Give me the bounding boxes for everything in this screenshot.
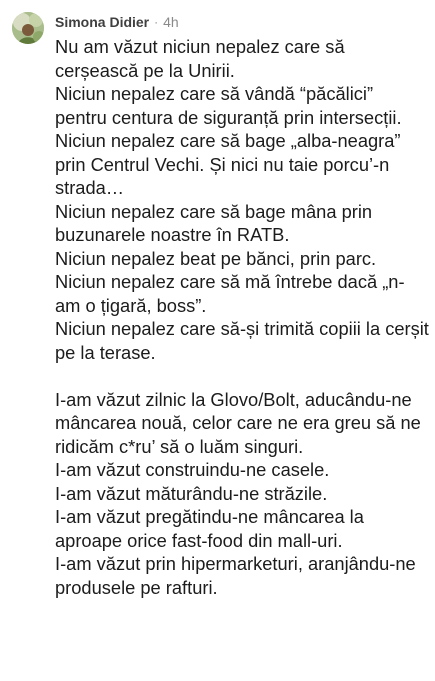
comment-line: Niciun nepalez care să-și trimită copiii la cerșit pe la terase. — [55, 318, 429, 363]
comment-line: Niciun nepalez beat pe bănci, prin parc. — [55, 247, 377, 269]
comment-meta — [55, 13, 179, 31]
comment-line: Niciun nepalez care să bage „alba-neagra” prin Centrul Vechi. Și nici nu taie porcu’-n strada… — [55, 130, 401, 198]
comment-line: I-am văzut pregătindu-ne mâncarea la aproape orice fast-food din mall-uri. — [55, 506, 364, 551]
comment-line: Nu am văzut niciun nepalez care să cerșească pe la Unirii. — [55, 36, 345, 81]
author-name[interactable]: Simona Didier — [55, 14, 150, 30]
comment-line: I-am văzut construindu-ne casele. — [55, 459, 330, 480]
comment-line: Niciun nepalez care să mă întrebe dacă „n-am o țigară, boss”. — [55, 271, 405, 316]
comment-line: I-am văzut măturându-ne străzile. — [55, 482, 328, 504]
comment-line: I-am văzut prin hipermarketuri, aranjându-ne produsele pe rafturi. — [55, 553, 416, 598]
comment-body — [55, 35, 429, 599]
meta-separator: · — [154, 15, 159, 29]
paragraph-gap — [55, 364, 429, 388]
comment-line: Niciun nepalez care să vândă “păcălici” pentru centura de siguranță prin intersecții. — [55, 83, 402, 128]
comment-line: I-am văzut zilnic la Glovo/Bolt, aducându-ne mâncarea nouă, celor care ne era greu să ne ridicăm c*ru’ să o luăm singuri. — [55, 388, 421, 457]
timestamp[interactable]: 4h — [163, 14, 179, 30]
user-avatar-icon — [12, 12, 44, 44]
avatar[interactable] — [12, 12, 44, 44]
comment-line: Niciun nepalez care să bage mâna prin buzunarele noastre în RATB. — [55, 200, 373, 245]
